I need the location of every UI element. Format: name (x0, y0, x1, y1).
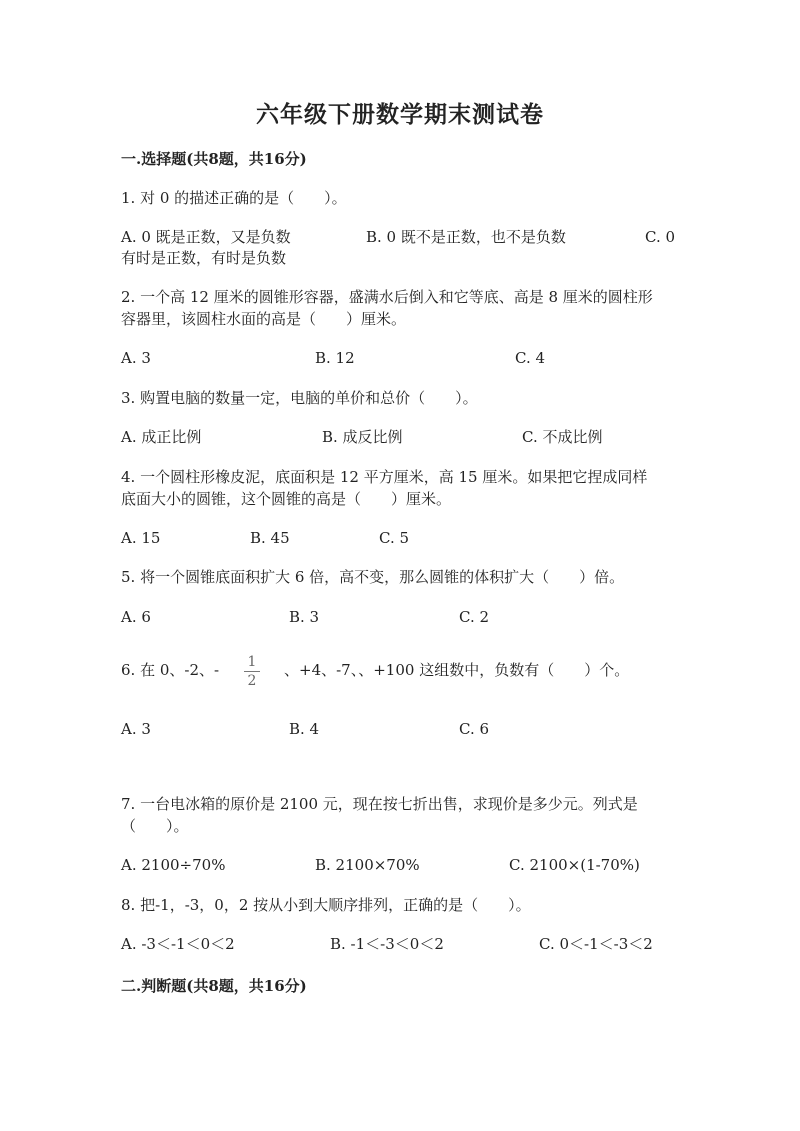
question-3-stem: 3. 购置电脑的数量一定，电脑的单价和总价（ ）。 (121, 389, 478, 407)
section-heading-judgement: 二.判断题(共8题，共16分) (121, 977, 307, 995)
question-6-option-b: B. 4 (289, 720, 320, 738)
question-8-option-a: A. -3＜-1＜0＜2 (121, 935, 235, 953)
question-5-option-a: A. 6 (121, 608, 151, 626)
question-7-option-a: A. 2100÷70% (121, 856, 226, 874)
question-1-stem: 1. 对 0 的描述正确的是（ ）。 (121, 189, 347, 207)
question-1-option-a: A. 0 既是正数，又是负数 (121, 228, 291, 246)
question-8-option-c: C. 0＜-1＜-3＜2 (539, 935, 653, 953)
question-6-option-c: C. 6 (459, 720, 490, 738)
section-heading-choice: 一.选择题(共8题，共16分) (121, 150, 307, 168)
fraction-denominator: 2 (247, 673, 257, 689)
page-title: 六年级下册数学期末测试卷 (256, 101, 544, 128)
question-2-option-c: C. 4 (515, 349, 546, 367)
fraction-bar (244, 671, 260, 672)
question-7-option-c: C. 2100×(1-70%) (509, 856, 640, 874)
question-2-stem-line-1: 2. 一个高 12 厘米的圆锥形容器，盛满水后倒入和它等底、高是 8 厘米的圆柱形 (121, 288, 653, 306)
question-4-option-b: B. 45 (250, 529, 290, 547)
question-2-option-b: B. 12 (315, 349, 355, 367)
question-5-option-c: C. 2 (459, 608, 490, 626)
question-4-option-a: A. 15 (121, 529, 161, 547)
question-5-stem: 5. 将一个圆锥底面积扩大 6 倍，高不变，那么圆锥的体积扩大（ ）倍。 (121, 568, 625, 586)
question-7-stem-line-1: 7. 一台电冰箱的原价是 2100 元，现在按七折出售，求现价是多少元。列式是 (121, 795, 638, 813)
question-8-stem: 8. 把-1，-3，0，2 按从小到大顺序排列，正确的是（ ）。 (121, 896, 531, 914)
question-2-option-a: A. 3 (121, 349, 151, 367)
question-3-option-c: C. 不成比例 (522, 428, 603, 446)
fraction-numerator: 1 (247, 654, 257, 670)
question-4-stem-line-1: 4. 一个圆柱形橡皮泥，底面积是 12 平方厘米，高 15 厘米。如果把它捏成同样 (121, 468, 648, 486)
question-1-option-c-continued: 有时是正数，有时是负数 (121, 249, 287, 267)
question-2-stem-line-2: 容器里，该圆柱水面的高是（ ）厘米。 (121, 310, 407, 328)
question-5-option-b: B. 3 (289, 608, 320, 626)
fraction-one-half (244, 654, 260, 689)
question-6-stem-after: 、+4、-7、、+100 这组数中，负数有（ ）个。 (284, 661, 630, 679)
question-4-stem-line-2: 底面大小的圆锥，这个圆锥的高是（ ）厘米。 (121, 490, 452, 508)
question-3-option-b: B. 成反比例 (322, 428, 403, 446)
question-1-option-c: C. 0 (645, 228, 676, 246)
question-7-stem-line-2: （ ）。 (121, 817, 189, 835)
question-7-option-b: B. 2100×70% (315, 856, 420, 874)
question-1-option-b: B. 0 既不是正数，也不是负数 (366, 228, 566, 246)
question-4-option-c: C. 5 (379, 529, 410, 547)
question-6-stem-before: 6. 在 0、-2、- (121, 661, 220, 679)
question-6-option-a: A. 3 (121, 720, 151, 738)
question-8-option-b: B. -1＜-3＜0＜2 (330, 935, 444, 953)
question-3-option-a: A. 成正比例 (121, 428, 202, 446)
